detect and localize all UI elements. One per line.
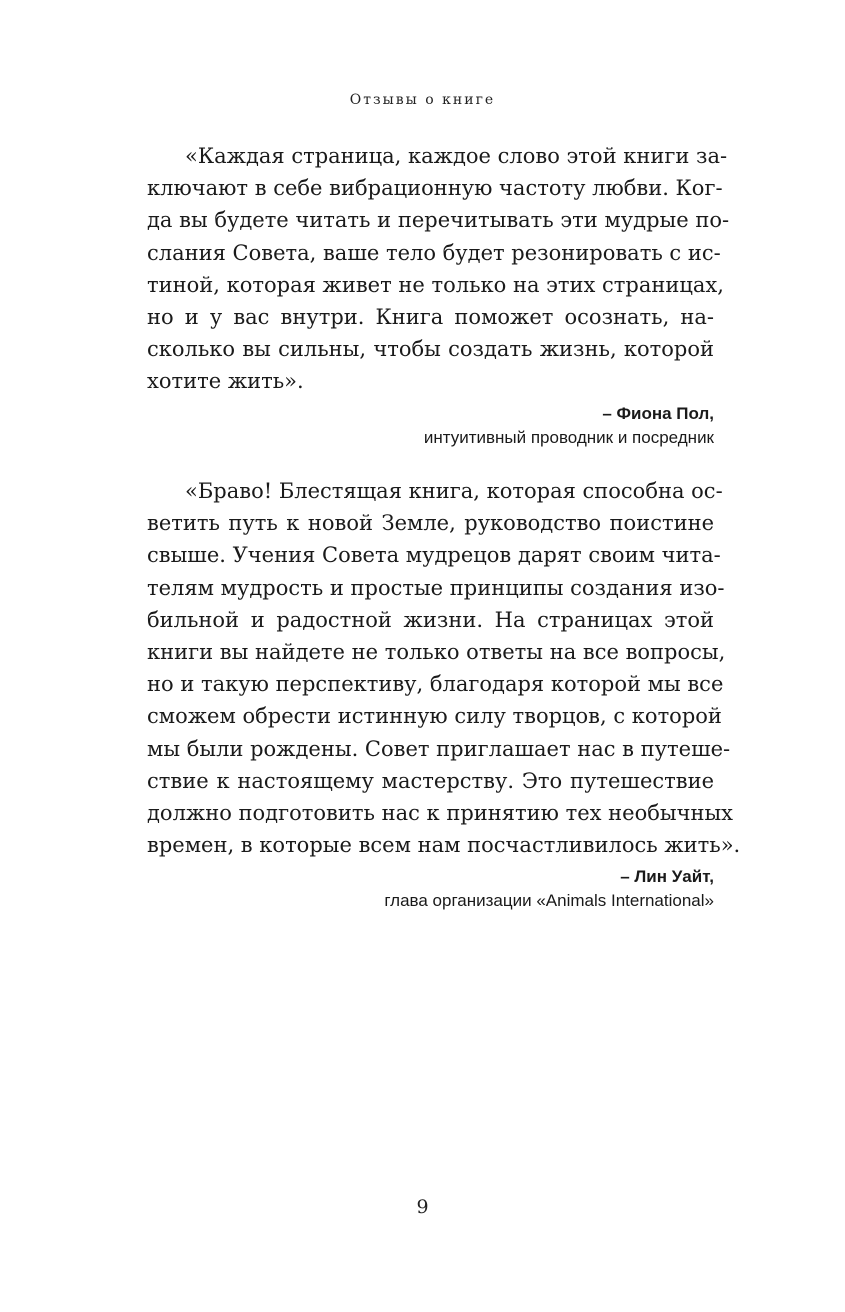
quote-line: должно подготовить нас к принятию тех необычных xyxy=(147,801,734,826)
author-role: интуитивный проводник и посредник xyxy=(423,427,714,447)
quote-line: сколько вы сильны, чтобы создать жизнь, которой xyxy=(147,337,714,362)
quote-line: свыше. Учения Совета мудрецов дарят своим чита- xyxy=(147,543,721,568)
quote-line: мы были рождены. Совет приглашает нас в путеше- xyxy=(147,736,731,761)
quote-line: ветить путь к новой Земле, руководство поистине xyxy=(147,511,714,536)
quote-line: слания Совета, ваше тело будет резонировать с ис- xyxy=(147,240,721,265)
quote-line: но и такую перспективу, благодаря которой мы все xyxy=(147,672,724,697)
quote-line: бильной и радостной жизни. На страницах этой xyxy=(147,607,714,632)
quote-line: ствие к настоящему мастерству. Это путешествие xyxy=(147,768,714,793)
quote-line: «Каждая страница, каждое слово этой книги за- xyxy=(185,144,728,168)
attribution xyxy=(147,865,714,913)
quote-line: да вы будете читать и перечитывать эти мудрые по- xyxy=(147,208,730,233)
testimonial-2 xyxy=(147,475,741,913)
author-role: глава организации «Animals International» xyxy=(384,891,714,911)
quote-line: сможем обрести истинную силу творцов, с которой xyxy=(147,704,722,729)
quote-line: книги вы найдете не только ответы на все вопросы, xyxy=(147,640,726,665)
quote-line: телям мудрость и простые принципы создания изо- xyxy=(147,575,725,600)
author-name: – Лин Уайт, xyxy=(620,867,714,887)
attribution xyxy=(147,402,714,450)
page-number: 9 xyxy=(416,1196,429,1218)
quote-text xyxy=(147,140,730,398)
testimonial-1 xyxy=(147,140,730,450)
quote-line: «Браво! Блестящая книга, которая способна ос- xyxy=(185,479,723,503)
quote-line: времен, в которые всем нам посчастливилось жить». xyxy=(147,833,741,858)
quote-line: хотите жить». xyxy=(147,369,304,394)
quote-line: но и у вас внутри. Книга поможет осознать, на- xyxy=(147,305,714,330)
author-name: – Фиона Пол, xyxy=(602,403,714,423)
quote-line: ключают в себе вибрационную частоту любви. Ког- xyxy=(147,176,723,201)
quote-line: тиной, которая живет не только на этих страницах, xyxy=(147,272,724,297)
running-head: Отзывы о книге xyxy=(349,92,496,108)
quote-text xyxy=(147,475,741,861)
